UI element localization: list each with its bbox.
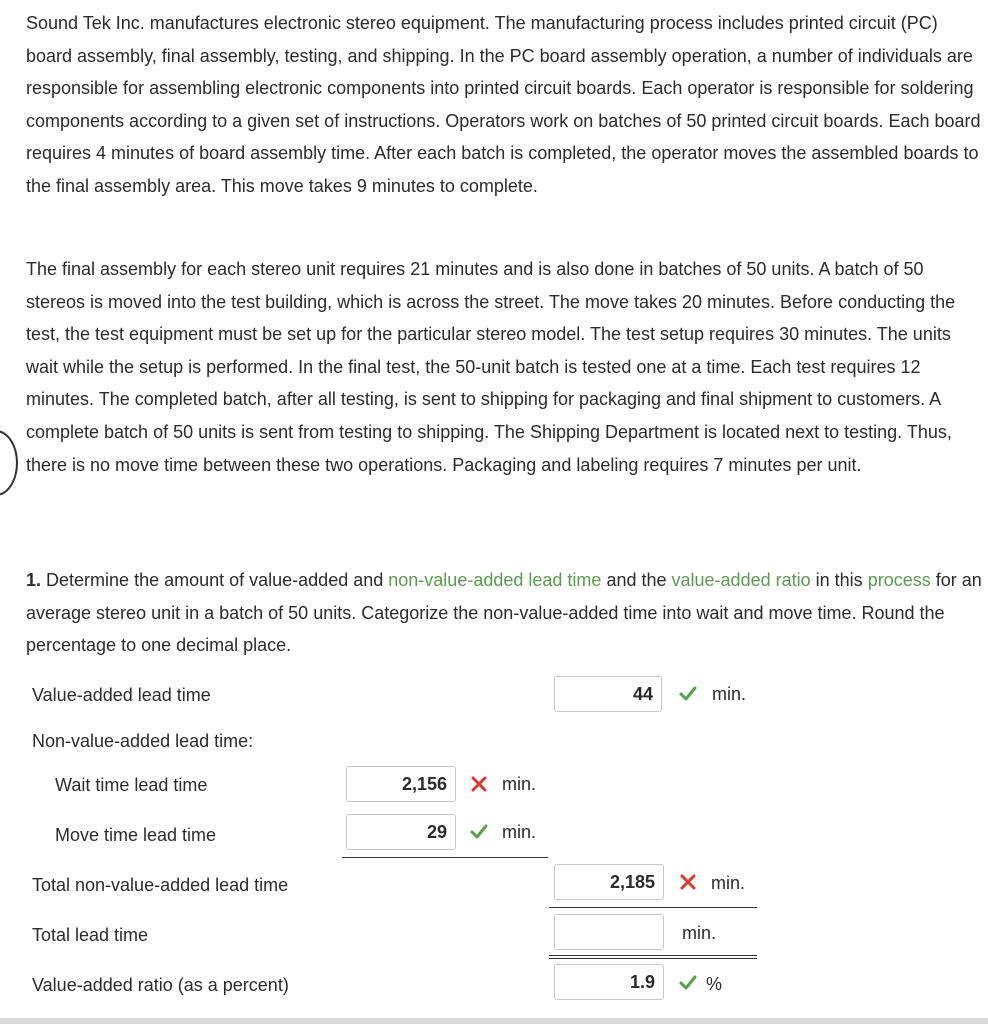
wait-time-label: Wait time lead time (55, 775, 208, 795)
question-text-d: for an average stereo unit in a batch of 50 units. Categorize the non-value-added time into wait and move time. Round the percentage to one decimal place. (26, 570, 982, 656)
question-text-a: Determine the amount of value-added and (46, 570, 384, 590)
move-time-label: Move time lead time (55, 825, 217, 845)
wait-time-unit: min. (502, 774, 537, 794)
x-icon (678, 872, 698, 892)
move-time-input[interactable]: 29 (346, 814, 456, 850)
double-rule-bottom (549, 958, 757, 959)
total-nva-unit: min. (711, 873, 746, 893)
check-icon (469, 822, 489, 842)
non-value-added-lead-time-link[interactable]: non-value-added lead time (388, 570, 602, 590)
process-link[interactable]: process (867, 570, 931, 590)
subtotal-rule (342, 857, 548, 858)
question-text-c: in this (815, 570, 863, 590)
double-rule-top (549, 955, 757, 956)
question-number: 1. (26, 570, 42, 590)
nva-heading: Non-value-added lead time: (32, 731, 254, 751)
value-added-input[interactable]: 44 (554, 676, 662, 712)
problem-paragraph-1: Sound Tek Inc. manufactures electronic stereo equipment. The manufacturing process includes printed circuit (PC) board assembly, final assembly, testing, and shipping. In the PC board assembly operation, a number of individuals are responsible for assembling electronic components into printed circuit boards. Each operator is responsible for soldering components according to a given set of instructions. Operators work on batches of 50 printed circuit boards. Each board requires 4 minutes of board assembly time. After each batch is completed, the operator moves the assembled boards to the final assembly area. This move takes 9 minutes to complete. (26, 13, 981, 196)
ratio-unit: % (706, 974, 723, 994)
value-added-label: Value-added lead time (32, 685, 211, 705)
value-added-ratio-link[interactable]: value-added ratio (671, 570, 811, 590)
question-text-b: and the (606, 570, 667, 590)
total-lead-label: Total lead time (32, 925, 149, 945)
problem-paragraph-2: The final assembly for each stereo unit requires 21 minutes and is also done in batches of 50 units. A batch of 50 stereos is moved into the test building, which is across the street. The move takes 20 minutes. Before conducting the test, the test equipment must be set up for the particular stereo model. The test setup requires 30 minutes. The units wait while the setup is performed. In the final test, the 50-unit batch is tested one at a time. Each test requires 12 minutes. The completed batch, after all testing, is sent to shipping for packaging and final shipment to customers. A complete batch of 50 units is sent from testing to shipping. The Shipping Department is located next to testing. Thus, there is no move time between these two operations. Packaging and labeling requires 7 minutes per unit. (26, 259, 956, 475)
check-icon (678, 973, 698, 993)
value-added-unit: min. (712, 684, 747, 704)
move-time-unit: min. (502, 822, 537, 842)
wait-time-input[interactable]: 2,156 (346, 766, 456, 802)
ratio-label: Value-added ratio (as a percent) (32, 975, 289, 995)
check-icon (678, 684, 698, 704)
total-nva-label: Total non-value-added lead time (32, 875, 289, 895)
question-text (26, 564, 984, 662)
total-lead-input[interactable] (554, 914, 664, 950)
total-rule (549, 907, 757, 908)
x-icon (469, 774, 489, 794)
total-lead-unit: min. (682, 923, 717, 943)
ratio-input[interactable]: 1.9 (554, 964, 664, 1000)
bottom-scroll-edge (0, 1018, 988, 1024)
margin-arc-decoration (0, 430, 18, 496)
total-nva-input[interactable]: 2,185 (554, 864, 664, 900)
